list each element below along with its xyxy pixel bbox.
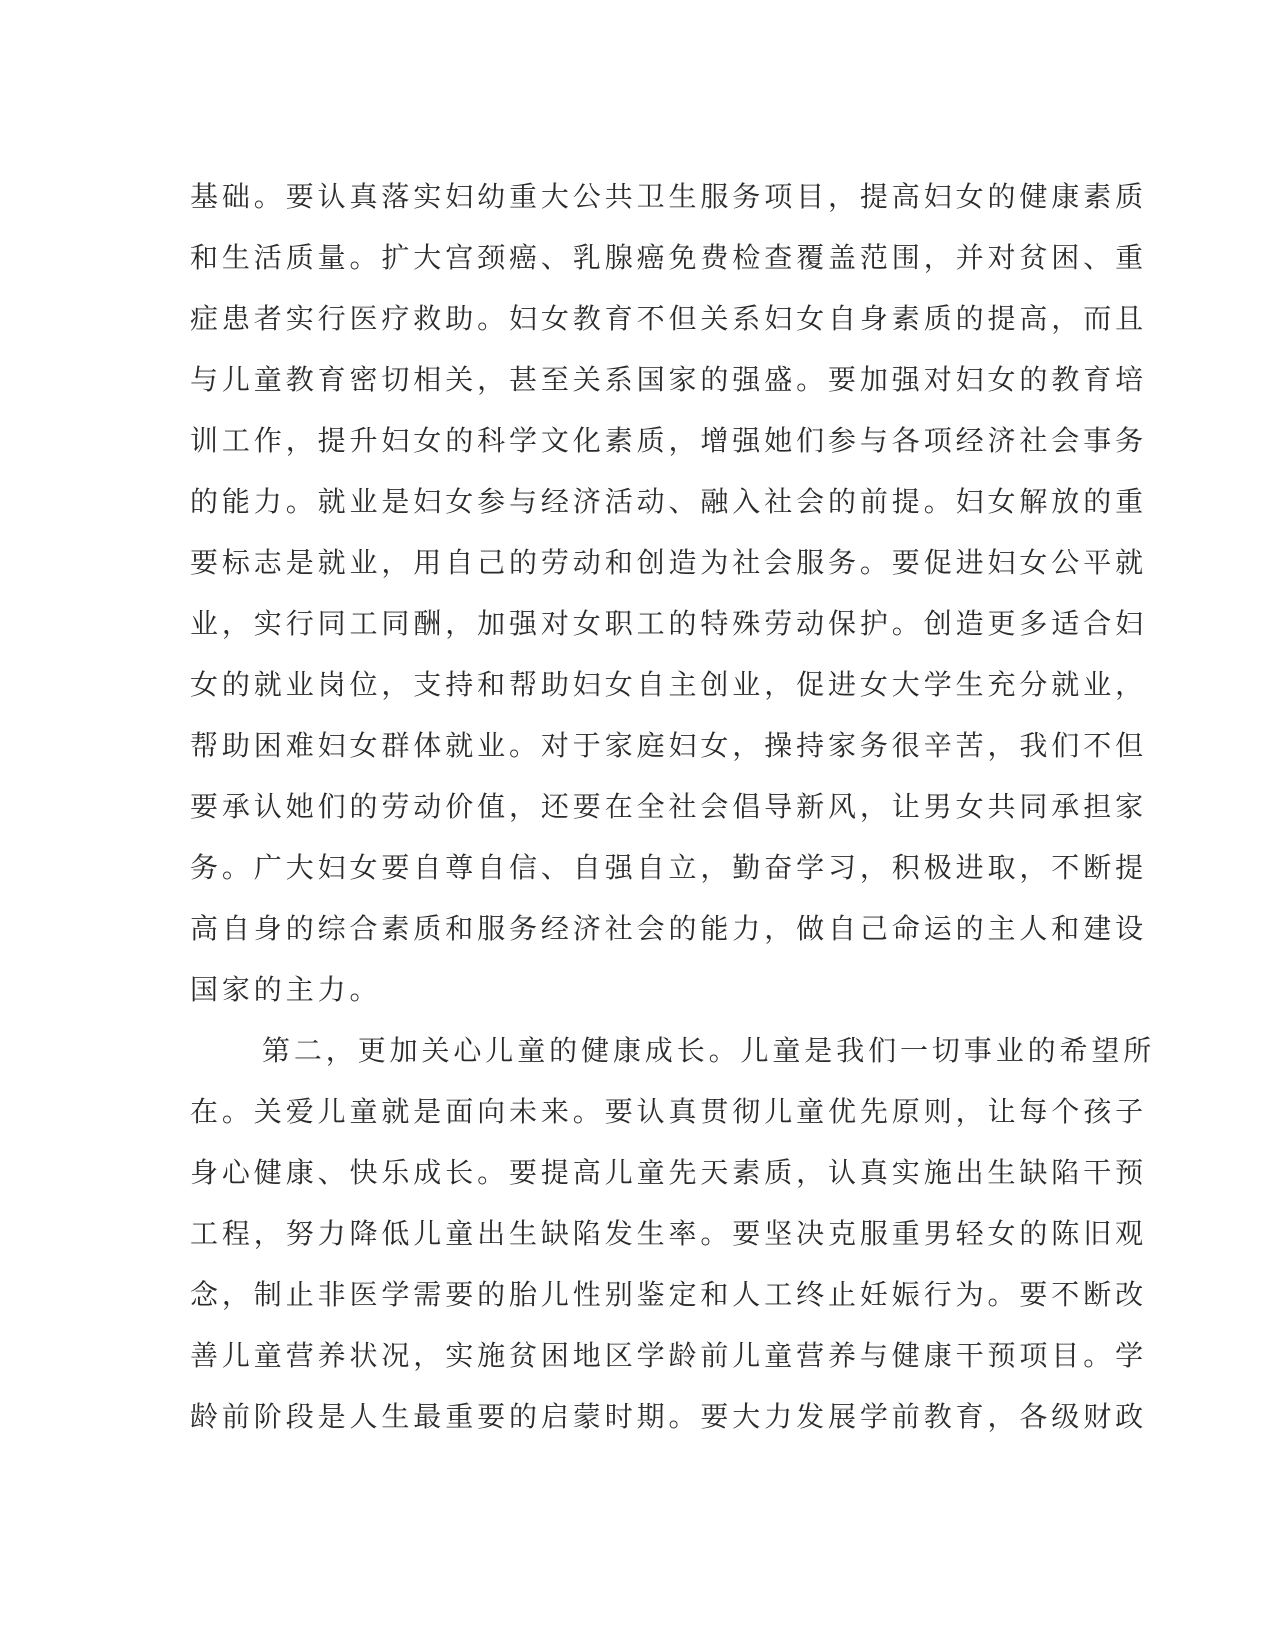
text-line: 症患者实行医疗救助。妇女教育不但关系妇女自身素质的提高，而且 — [190, 302, 1148, 335]
text-line: 和生活质量。扩大宫颈癌、乳腺癌免费检查覆盖范围，并对贫困、重 — [190, 241, 1148, 274]
text-line: 国家的主力。 — [190, 973, 382, 1006]
text-line: 女的就业岗位，支持和帮助妇女自主创业，促进女大学生充分就业， — [190, 668, 1148, 701]
text-line: 在。关爱儿童就是面向未来。要认真贯彻儿童优先原则，让每个孩子 — [190, 1095, 1148, 1128]
paragraph-2 — [190, 1020, 1156, 1447]
text-line: 帮助困难妇女群体就业。对于家庭妇女，操持家务很辛苦，我们不但 — [190, 729, 1148, 762]
text-line: 工程，努力降低儿童出生缺陷发生率。要坚决克服重男轻女的陈旧观 — [190, 1217, 1148, 1250]
text-line: 身心健康、快乐成长。要提高儿童先天素质，认真实施出生缺陷干预 — [190, 1156, 1148, 1189]
text-line: 业，实行同工同酬，加强对女职工的特殊劳动保护。创造更多适合妇 — [190, 607, 1148, 640]
text-line-first-indented: 第二，更加关心儿童的健康成长。儿童是我们一切事业的希望所 — [262, 1034, 1156, 1067]
text-line: 要标志是就业，用自己的劳动和创造为社会服务。要促进妇女公平就 — [190, 546, 1148, 579]
text-line: 训工作，提升妇女的科学文化素质，增强她们参与各项经济社会事务 — [190, 424, 1148, 457]
body-text — [190, 166, 1156, 1447]
text-line: 善儿童营养状况，实施贫困地区学龄前儿童营养与健康干预项目。学 — [190, 1339, 1148, 1372]
text-line: 的能力。就业是妇女参与经济活动、融入社会的前提。妇女解放的重 — [190, 485, 1148, 518]
text-line: 与儿童教育密切相关，甚至关系国家的强盛。要加强对妇女的教育培 — [190, 363, 1148, 396]
text-line: 高自身的综合素质和服务经济社会的能力，做自己命运的主人和建设 — [190, 912, 1148, 945]
text-line: 念，制止非医学需要的胎儿性别鉴定和人工终止妊娠行为。要不断改 — [190, 1278, 1148, 1311]
paragraph-1 — [190, 166, 1148, 1020]
text-line: 龄前阶段是人生最重要的启蒙时期。要大力发展学前教育，各级财政 — [190, 1400, 1148, 1433]
text-line: 务。广大妇女要自尊自信、自强自立，勤奋学习，积极进取，不断提 — [190, 851, 1148, 884]
text-line: 要承认她们的劳动价值，还要在全社会倡导新风，让男女共同承担家 — [190, 790, 1148, 823]
text-line: 基础。要认真落实妇幼重大公共卫生服务项目，提高妇女的健康素质 — [190, 180, 1148, 213]
